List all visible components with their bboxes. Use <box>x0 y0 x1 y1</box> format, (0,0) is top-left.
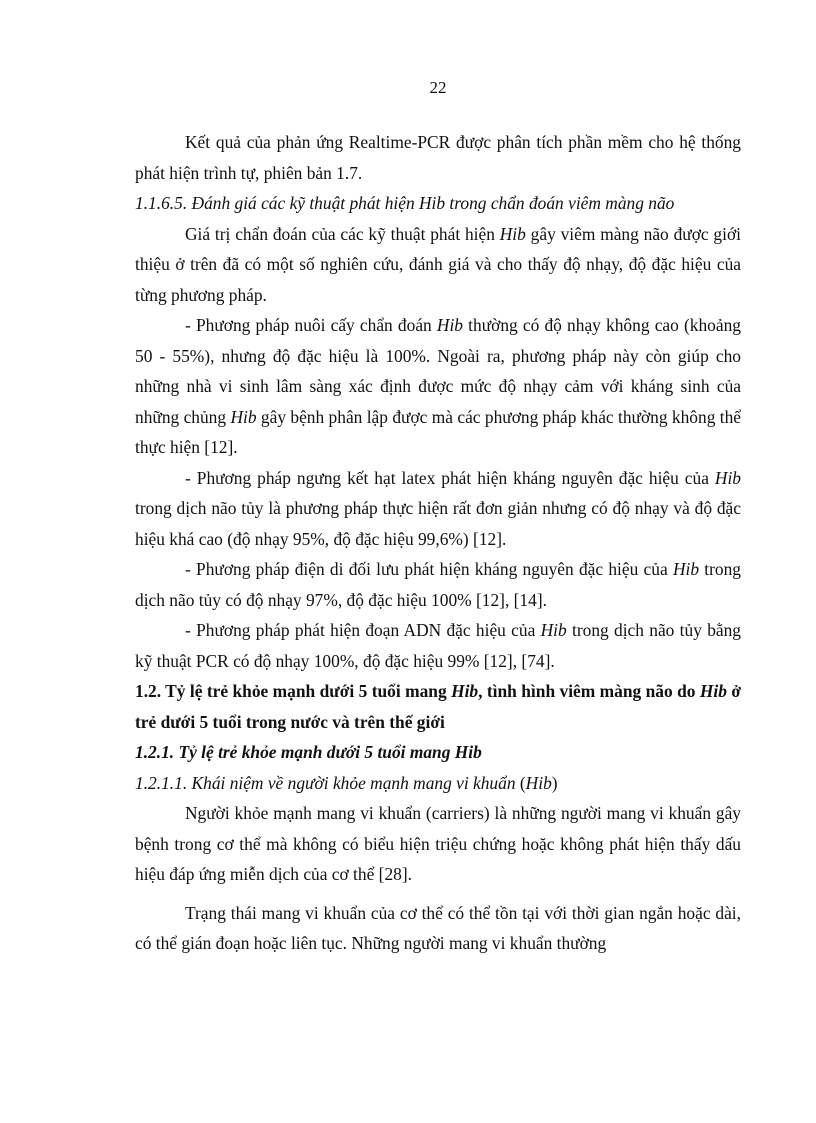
heading-1-1-6-5: 1.1.6.5. Đánh giá các kỹ thuật phát hiện Hib trong chẩn đoán viêm màng não <box>135 193 675 213</box>
heading-1-2: 1.2. Tỷ lệ trẻ khỏe mạnh dưới 5 tuổi mang Hib, tình hình viêm màng não do Hib ở trẻ dưới 5 tuổi trong nước và trên thế giới <box>135 681 741 732</box>
page-number: 22 <box>429 78 447 97</box>
paragraph-electrophoresis-method: - Phương pháp điện di đối lưu phát hiện kháng nguyên đặc hiệu của Hib trong dịch não tủy có độ nhạy 97%, độ đặc hiệu 100% [12], [14]. <box>135 559 741 610</box>
paragraph-carriers-definition: Người khỏe mạnh mang vi khuẩn (carriers) là những người mang vi khuẩn gây bệnh trong cơ thể mà không có biểu hiện triệu chứng hoặc không phát hiện thấy dấu hiệu đáp ứng miễn dịch của cơ thể [28]. <box>135 803 741 884</box>
paragraph-pcr-method: - Phương pháp phát hiện đoạn ADN đặc hiệu của Hib trong dịch não tủy bằng kỹ thuật PCR có độ nhạy 100%, độ đặc hiệu 99% [12], [74]. <box>135 620 741 671</box>
heading-1-2-1-1: 1.2.1.1. Khái niệm về người khỏe mạnh mang vi khuẩn (Hib) <box>135 772 558 793</box>
paragraph-diagnostic-value: Giá trị chẩn đoán của các kỹ thuật phát hiện Hib gây viêm màng não được giới thiệu ở trên đã có một số nghiên cứu, đánh giá và cho thấy độ nhạy, độ đặc hiệu của từng phương pháp. <box>135 223 741 305</box>
paragraph-realtime-pcr: Kết quả của phản ứng Realtime-PCR được phân tích phần mềm cho hệ thống phát hiện trình tự, phiên bản 1.7. <box>135 132 741 183</box>
paragraph-latex-method: - Phương pháp ngưng kết hạt latex phát hiện kháng nguyên đặc hiệu của Hib trong dịch não tủy là phương pháp thực hiện rất đơn giản nhưng có độ nhạy và độ đặc hiệu khá cao (độ nhạy 95%, độ đặc hiệu 99,6%) [12]. <box>135 467 741 549</box>
paragraph-culture-method: - Phương pháp nuôi cấy chẩn đoán Hib thường có độ nhạy không cao (khoảng 50 - 55%), nhưng độ đặc hiệu là 100%. Ngoài ra, phương pháp này còn giúp cho những nhà vi sinh lâm sàng xác định được mức độ nhạy cảm với kháng sinh của những chủng Hib gây bệnh phân lập được mà các phương pháp khác thường không thể thực hiện [12]. <box>135 315 741 457</box>
paragraph-carrier-state: Trạng thái mang vi khuẩn của cơ thể có thể tồn tại với thời gian ngắn hoặc dài, có thể gián đoạn hoặc liên tục. Những người mang vi khuẩn thường <box>135 902 741 953</box>
heading-1-2-1: 1.2.1. Tỷ lệ trẻ khỏe mạnh dưới 5 tuổi mang Hib <box>135 742 482 762</box>
document-body <box>135 127 741 959</box>
